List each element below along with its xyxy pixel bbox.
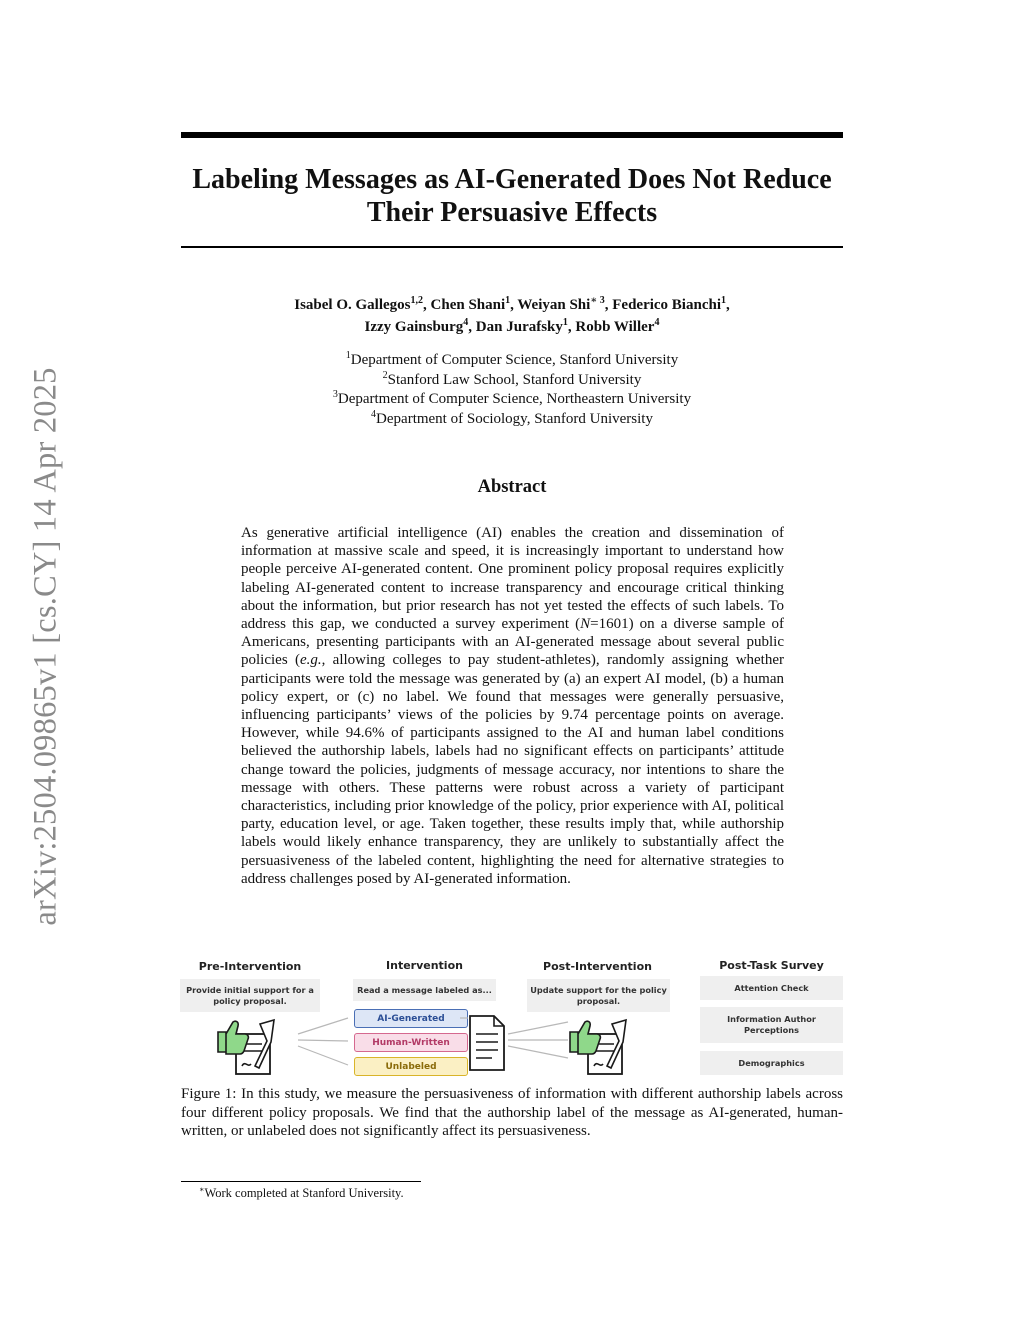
post-intervention-heading: Post-Intervention [543, 960, 652, 973]
figure-graphics [178, 954, 846, 1080]
author: Isabel O. Gallegos$^{1,2}$, [294, 295, 431, 313]
figure-1 [178, 954, 846, 1080]
label-ai-generated: AI-Generated [354, 1009, 468, 1028]
message-document-icon [470, 1016, 504, 1070]
footnote-rule [181, 1181, 421, 1182]
affiliation: $^4$Department of Sociology, Stanford University [371, 408, 653, 427]
author: Federico Bianchi$^1$, [612, 295, 730, 313]
arrows-document-to-post [508, 1022, 568, 1058]
author: Dan Jurafsky$^1$, [475, 317, 576, 335]
paper-title [150, 163, 874, 229]
pre-intervention-box: Provide initial support for a policy proposal. [180, 979, 320, 1012]
arrows-pre-to-labels [298, 1018, 348, 1065]
intervention-box: Read a message labeled as... [353, 979, 496, 1001]
post-intervention-box: Update support for the policy proposal. [527, 979, 670, 1012]
thumbs-up-document-icon [218, 1020, 274, 1074]
footnote: ∗Work completed at Stanford University. [199, 1185, 404, 1201]
affiliation-list [181, 351, 843, 429]
pre-intervention-heading: Pre-Intervention [198, 960, 302, 973]
survey-item-author-perceptions: Information Author Perceptions [700, 1007, 843, 1043]
abstract-heading: Abstract [477, 477, 547, 497]
author-list [181, 294, 843, 338]
survey-item-demographics: Demographics [700, 1051, 843, 1075]
intervention-heading: Intervention [386, 959, 463, 972]
affiliation: $^3$Department of Computer Science, Northeastern University [332, 389, 692, 407]
arxiv-identifier-text: arXiv:2504.09865v1 [cs.CY] 14 Apr 2025 [27, 366, 64, 926]
title-rule-bottom [181, 246, 843, 248]
label-human-written: Human-Written [354, 1033, 468, 1052]
post-task-survey-heading: Post-Task Survey [719, 959, 824, 972]
affiliation: $^2$Stanford Law School, Stanford University [382, 369, 642, 388]
author: Robb Willer$^4$ [575, 317, 660, 335]
figure-caption: Figure 1: In this study, we measure the persuasiveness of information with different authorship labels across four different policy proposals. We find that the authorship label of the message as AI-generated, human-written, or unlabeled does not significantly affect its persuasiveness. [181, 1086, 843, 1139]
author: Izzy Gainsburg$^4$, [364, 317, 476, 335]
arxiv-identifier [26, 350, 66, 942]
title-line-1: Labeling Messages as AI-Generated Does Not Reduce [192, 164, 832, 195]
author: Weiyan Shi$^{∗ 3}$, [517, 295, 613, 313]
affiliation: $^1$Department of Computer Science, Stanford University [345, 350, 679, 368]
abstract-body: As generative artificial intelligence (AI) enables the creation and dissemination of information at massive scale and speed, it is increasingly important to understand how people perceive AI-generated content. One prominent policy proposal requires explicitly labeling AI-generated content to increase transparency and encourage critical thinking about the information, but prior research has not yet tested the effects of such labels. To address this gap, we conducted a survey experiment (N=1601) on a diverse sample of Americans, presenting participants with an AI-generated message about several public policies (e.g., allowing colleges to pay student-athletes), randomly assigning whether participants were told the message was generated by (a) an expert AI model, (b) a human policy expert, or (c) no label. We found that messages were generally persuasive, influencing participants’ views of the policies by 9.74 percentage points on average. However, while 94.6% of participants assigned to the AI and human label conditions believed the authorship labels, labels had no significant effects on participants’ attitude change toward the policies, judgments of message accuracy, nor intentions to share the message with others. These patterns were robust across a variety of participant characteristics, including prior knowledge of the policy, prior experience with AI, political party, education level, or age. Taken together, these results imply that, while authorship labels would likely enhance transparency, they are unlikely to substantially affect the persuasiveness of the labeled content, highlighting the need for alternative strategies to address challenges posed by AI-generated information. [241, 525, 785, 887]
title-line-2: Their Persuasive Effects [366, 197, 658, 228]
label-unlabeled: Unlabeled [354, 1057, 468, 1076]
author: Chen Shani$^1$, [430, 295, 518, 313]
title-rule-top [181, 132, 843, 138]
thumbs-up-document-icon [570, 1020, 626, 1074]
survey-item-attention-check: Attention Check [700, 976, 843, 1000]
